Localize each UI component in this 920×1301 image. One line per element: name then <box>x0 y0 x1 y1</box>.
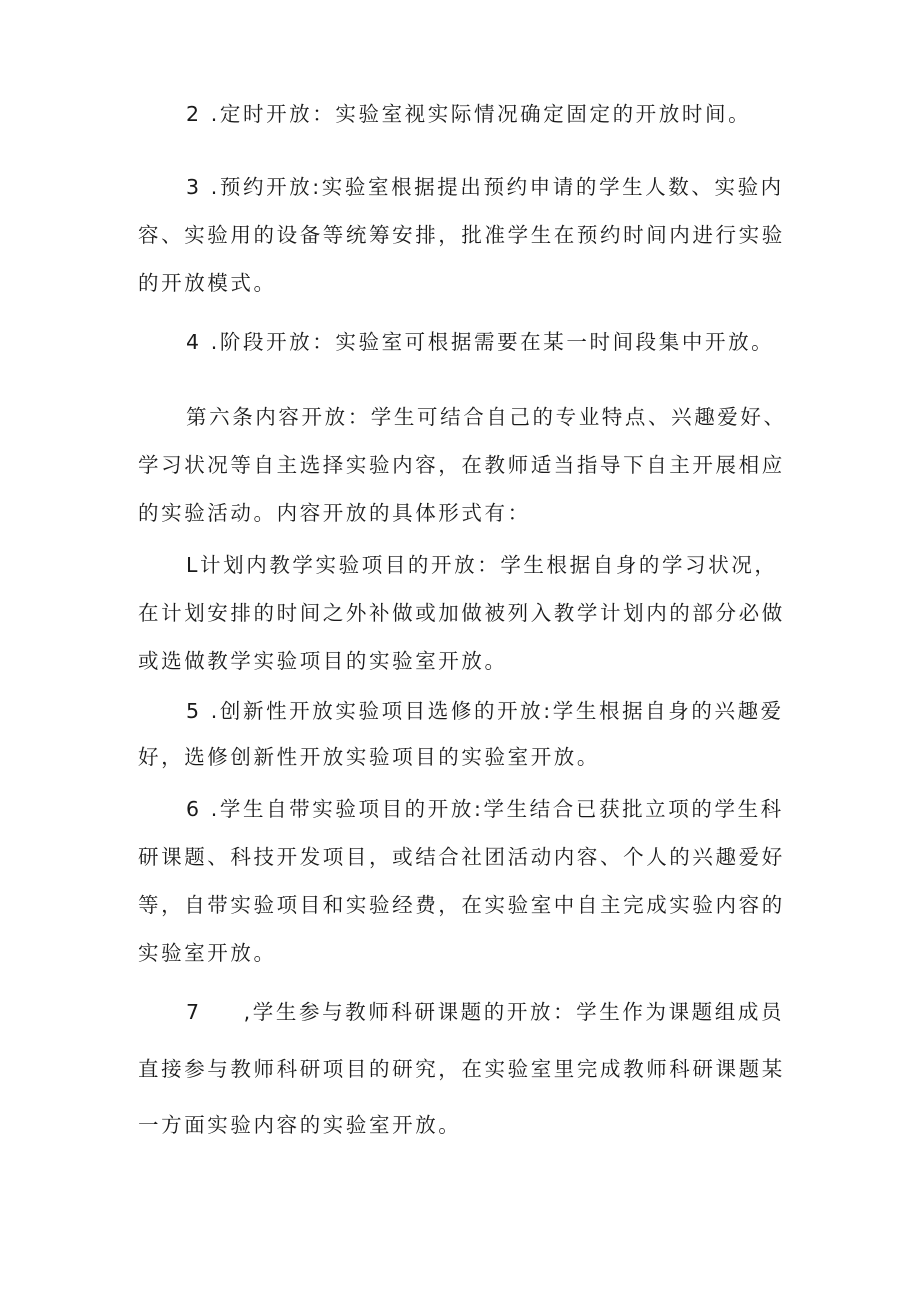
paragraph-l-line-1: L计划内教学实验项目的开放：学生根据自身的学习状况， <box>186 553 778 577</box>
paragraph-5-line-2: 好，选修创新性开放实验项目的实验室开放。 <box>138 745 600 769</box>
paragraph-6-line-3: 等，自带实验项目和实验经费，在实验室中自主完成实验内容的 <box>138 893 785 917</box>
article-6-line-2: 学习状况等自主选择实验内容，在教师适当指导下自主开展相应 <box>138 453 785 477</box>
paragraph-5-line-1: 5 .创新性开放实验项目选修的开放:学生根据自身的兴趣爱 <box>186 699 784 723</box>
paragraph-2-line-1: 2 .定时开放：实验室视实际情况确定固定的开放时间。 <box>186 102 752 126</box>
paragraph-7-line-2: 直接参与教师科研项目的研究，在实验室里完成教师科研课题某 <box>138 1057 785 1081</box>
paragraph-7-line-1-text: ,学生参与教师科研课题的开放：学生作为课题组成员 <box>243 1000 785 1024</box>
paragraph-6-line-4: 实验室开放。 <box>138 941 277 965</box>
paragraph-6-line-1: 6 .学生自带实验项目的开放:学生结合已获批立项的学生科 <box>186 797 784 821</box>
article-6-line-1: 第六条内容开放：学生可结合自己的专业特点、兴趣爱好、 <box>186 405 787 429</box>
paragraph-l-line-2: 在计划安排的时间之外补做或加做被列入教学计划内的部分必做 <box>138 601 785 625</box>
paragraph-3-line-3: 的开放模式。 <box>138 271 277 295</box>
paragraph-3-line-2: 容、实验用的设备等统筹安排，批准学生在预约时间内进行实验 <box>138 223 785 247</box>
paragraph-6-line-2: 研课题、科技开发项目，或结合社团活动内容、个人的兴趣爱好 <box>138 845 785 869</box>
paragraph-4-line-1: 4 .阶段开放：实验室可根据需要在某一时间段集中开放。 <box>186 330 775 354</box>
paragraph-7-number: 7 <box>186 1000 202 1024</box>
paragraph-l-line-3: 或选做教学实验项目的实验室开放。 <box>138 649 508 673</box>
article-6-line-3: 的实验活动。内容开放的具体形式有： <box>138 501 531 525</box>
paragraph-7-line-1 <box>186 998 784 1026</box>
paragraph-7-line-3: 一方面实验内容的实验室开放。 <box>138 1113 462 1137</box>
paragraph-3-line-1: 3 .预约开放:实验室根据提出预约申请的学生人数、实验内 <box>186 175 784 199</box>
